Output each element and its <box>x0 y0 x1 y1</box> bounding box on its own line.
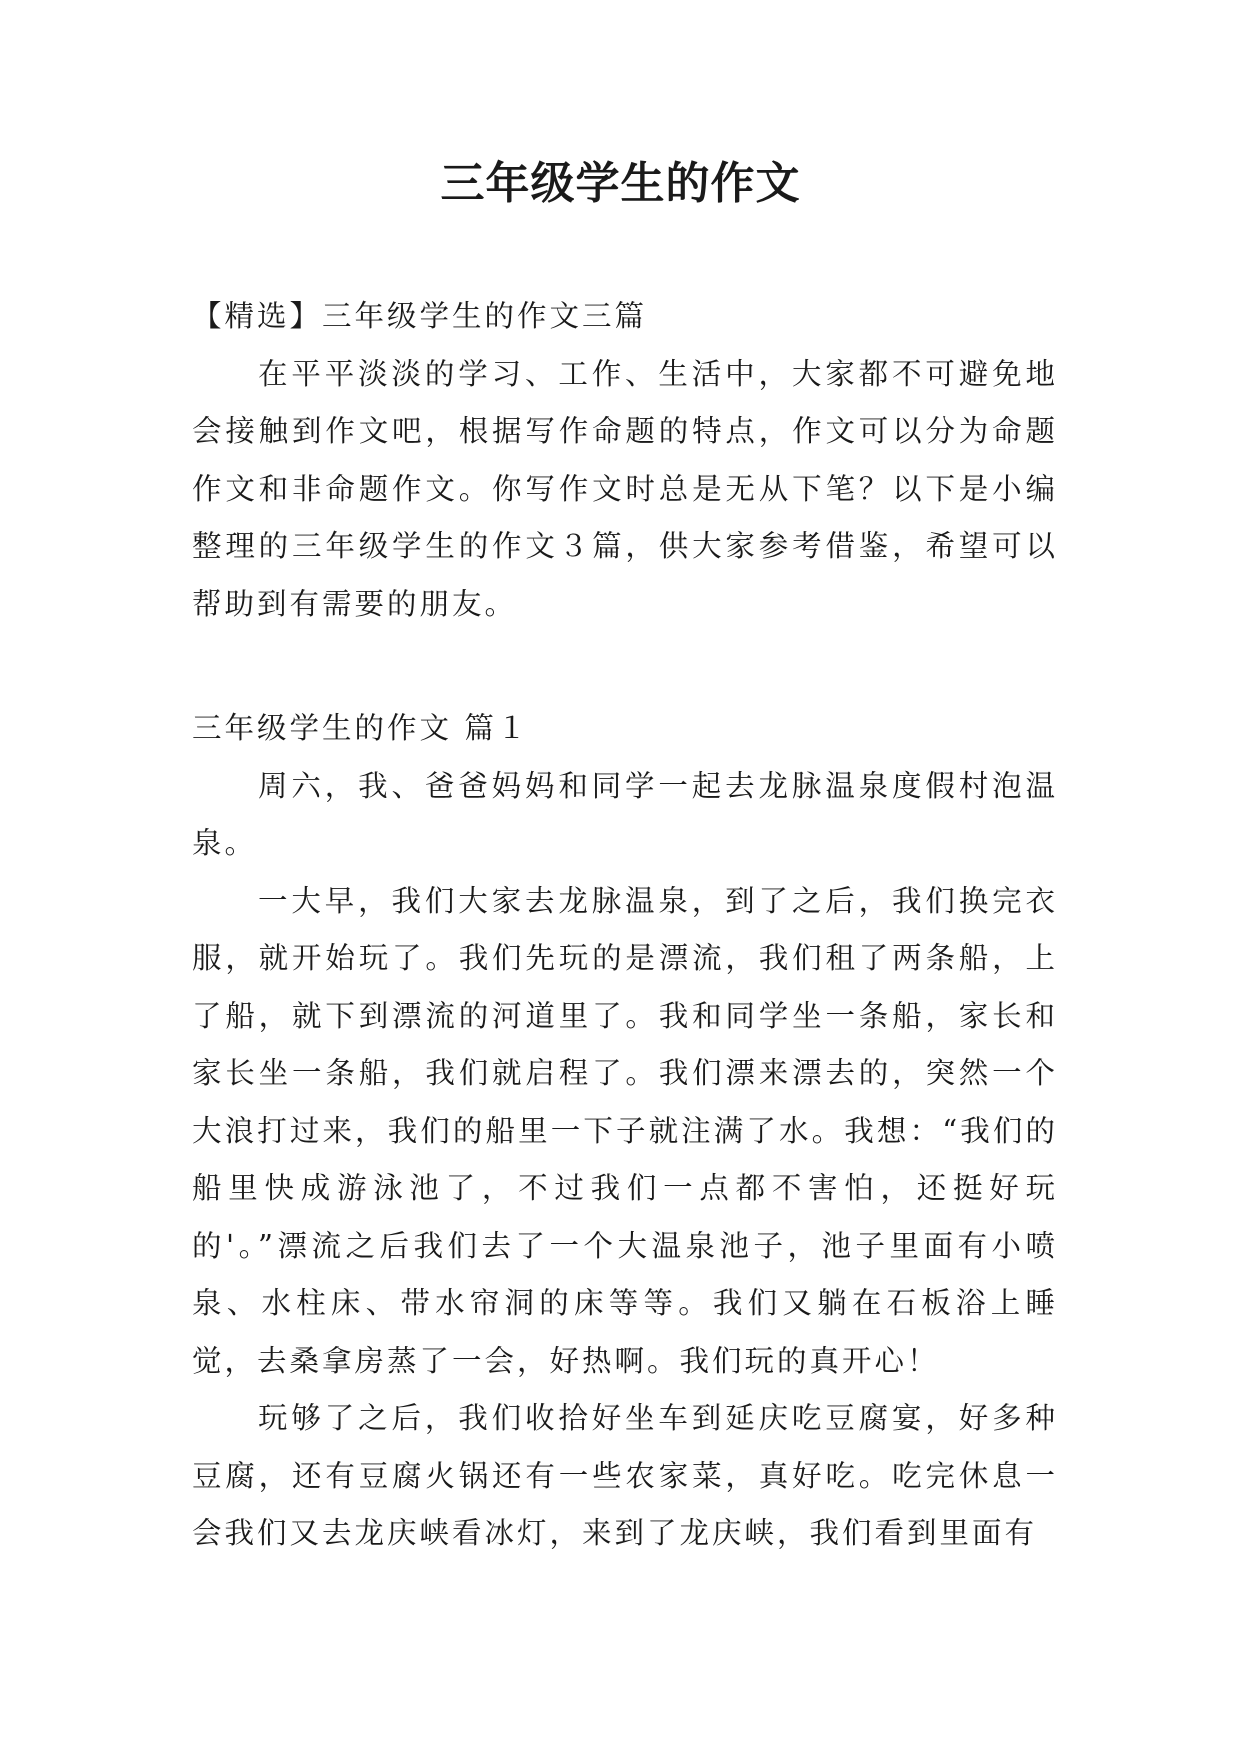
document-title: 三年级学生的作文 <box>440 158 801 209</box>
intro-block <box>192 288 1058 633</box>
section-heading: 三年级学生的作文 篇１ <box>192 711 530 745</box>
section-paragraph-1: 周六，我、爸爸妈妈和同学一起去龙脉温泉度假村泡温泉。 <box>192 768 1058 860</box>
document-subtitle: 【精选】三年级学生的作文三篇 <box>192 299 648 333</box>
section-paragraph-3: 玩够了之后，我们收拾好坐车到延庆吃豆腐宴，好多种豆腐，还有豆腐火锅还有一些农家菜，真好吃。吃完休息一会我们又去龙庆峡看冰灯，来到了龙庆峡，我们看到里面有 <box>192 1401 1058 1550</box>
section-piece-1 <box>192 700 1058 1563</box>
intro-paragraph: 在平平淡淡的学习、工作、生活中，大家都不可避免地会接触到作文吧，根据写作命题的特点，作文可以分为命题作文和非命题作文。你写作文时总是无从下笔？以下是小编整理的三年级学生的作文３篇，供大家参考借鉴，希望可以帮助到有需要的朋友。 <box>192 356 1058 621</box>
section-paragraph-2: 一大早，我们大家去龙脉温泉，到了之后，我们换完衣服，就开始玩了。我们先玩的是漂流，我们租了两条船，上了船，就下到漂流的河道里了。我和同学坐一条船，家长和家长坐一条船，我们就启程了。我们漂来漂去的，突然一个大浪打过来，我们的船里一下子就注满了水。我想：“我们的船里快成游泳池了，不过我们一点都不害怕，还挺好玩的'。”漂流之后我们去了一个大温泉池子，池子里面有小喷泉、水柱床、带水帘洞的床等等。我们又躺在石板浴上睡觉，去桑拿房蒸了一会，好热啊。我们玩的真开心！ <box>192 883 1058 1378</box>
